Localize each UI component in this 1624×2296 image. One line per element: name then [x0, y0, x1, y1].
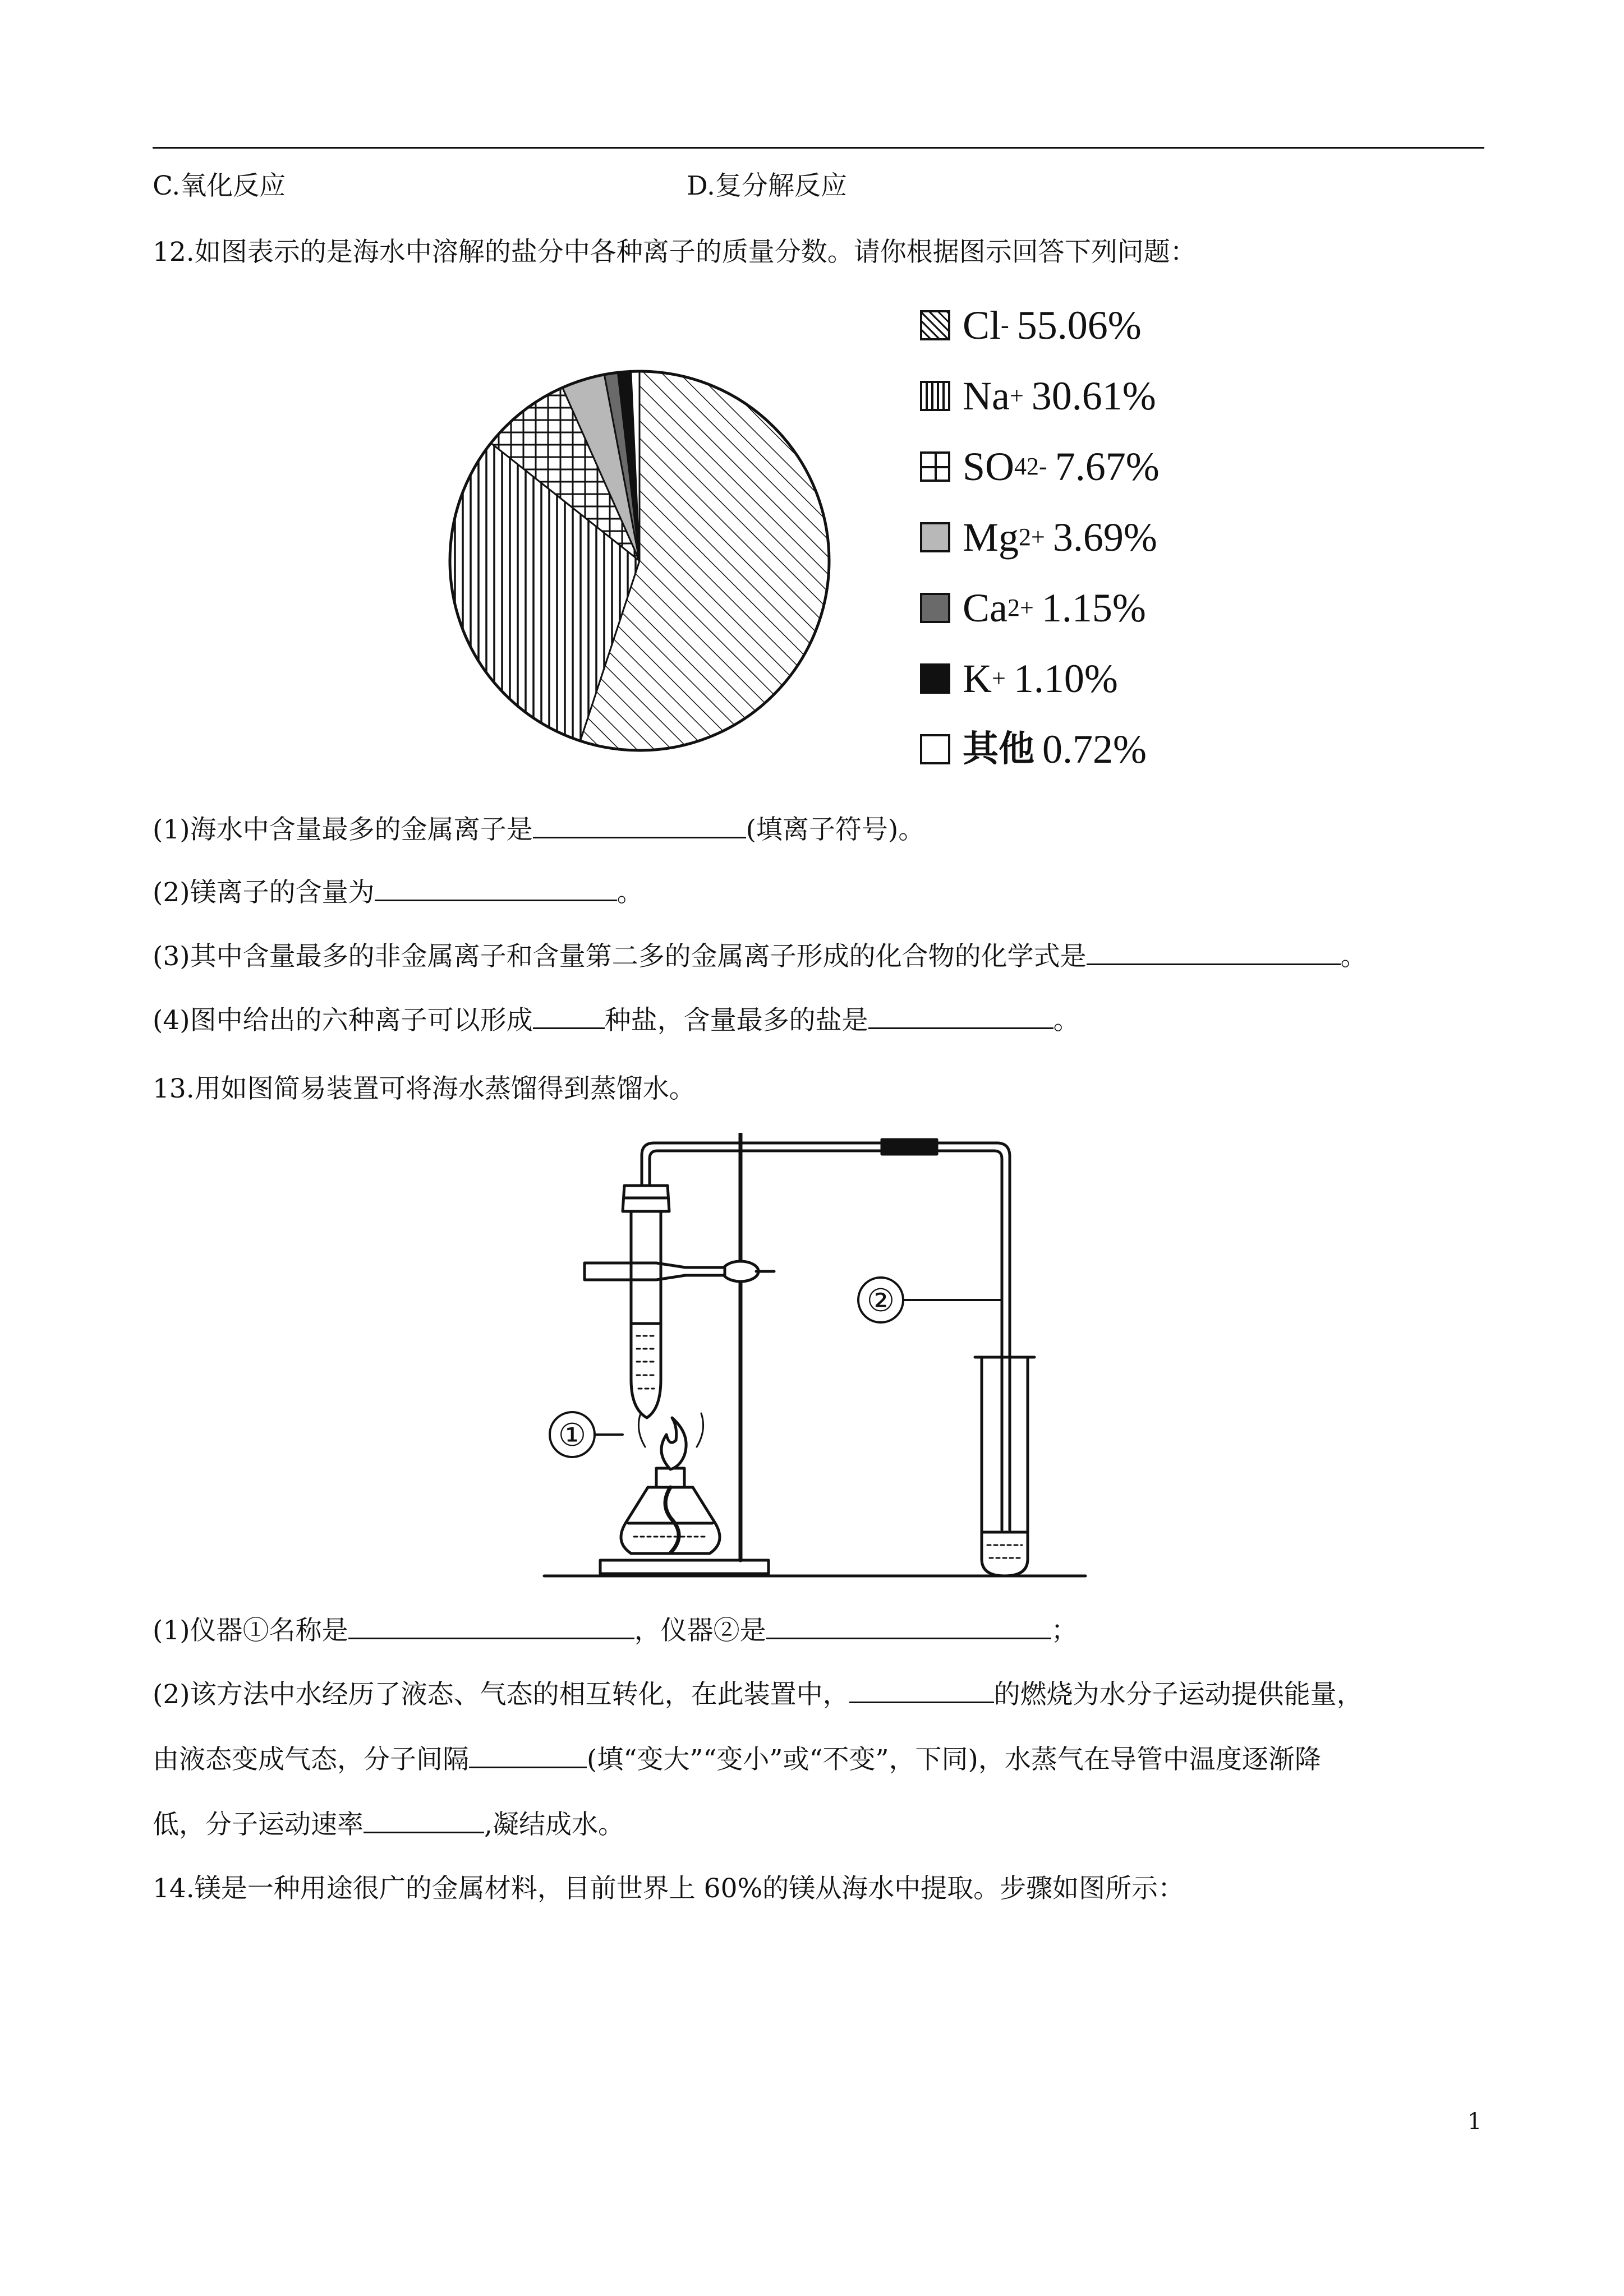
- q12-part3: [153, 939, 1367, 974]
- header-rule: [153, 147, 1484, 149]
- legend-swatch: [920, 663, 950, 694]
- q13-part2-text-1: (2)该方法中水经历了液态、气态的相互转化，在此装置中，: [153, 1679, 849, 1710]
- option-c: C.氧化反应: [153, 170, 286, 201]
- delivery-tube-outer: [642, 1143, 1010, 1530]
- q12-part2: [153, 875, 643, 910]
- legend-value: 1.10%: [1013, 656, 1118, 701]
- instrument-label-1: ①: [558, 1417, 587, 1454]
- q12-part2-text: (2)镁离子的含量为: [153, 877, 375, 908]
- rubber-connector: [882, 1140, 937, 1154]
- q12-part4-suffix: 。: [1053, 1005, 1080, 1036]
- q12-answer-blank-2[interactable]: [375, 875, 617, 901]
- legend-value: 55.06%: [1016, 303, 1142, 348]
- q13-part2-line2: [153, 1742, 1321, 1777]
- legend-item: SO 4 2- 7.67%: [920, 444, 1160, 489]
- q12-part1-text: (1)海水中含量最多的金属离子是: [153, 814, 533, 845]
- q13-stem: 13.用如图简易装置可将海水蒸馏得到蒸馏水。: [153, 1073, 696, 1104]
- clamp-boss: [723, 1261, 758, 1281]
- legend-value: 30.61%: [1031, 374, 1156, 418]
- q13-part2-text-2: 的燃烧为水分子运动提供能量，: [993, 1679, 1363, 1710]
- legend-swatch: [920, 593, 950, 623]
- q13-part2-text-4: (填“变大”“变小”或“不变”，下同)，水蒸气在导管中温度逐渐降: [587, 1744, 1321, 1775]
- instrument-label-2: ②: [866, 1283, 895, 1319]
- q14-stem: 14.镁是一种用途很广的金属材料，目前世界上 60%的镁从海水中提取。步骤如图所示：: [153, 1873, 1185, 1904]
- q12-answer-blank-5[interactable]: [868, 1003, 1053, 1029]
- q13-part2-text-3: 由液态变成气态，分子间隔: [153, 1744, 469, 1775]
- q12-answer-blank-4[interactable]: [533, 1003, 605, 1029]
- receiving-test-tube: [982, 1357, 1028, 1576]
- q12-part4-mid: 种盐，含量最多的盐是: [604, 1005, 868, 1036]
- delivery-tube-inner: [650, 1151, 1002, 1530]
- q13-answer-blank-1[interactable]: [348, 1613, 634, 1639]
- legend-swatch: [920, 381, 950, 411]
- q13-part2-text-6: ,凝结成水。: [484, 1809, 624, 1840]
- q12-part4: [153, 1003, 1080, 1038]
- boiling-water-surface-marks: [637, 1336, 655, 1389]
- lamp-neck: [656, 1468, 684, 1487]
- q12-answer-blank-1[interactable]: [533, 812, 746, 838]
- q13-answer-blank-5[interactable]: [364, 1807, 484, 1833]
- legend-item: Cl - 55.06%: [920, 303, 1160, 348]
- q12-part1-suffix: (填离子符号)。: [746, 814, 925, 845]
- q13-part1-suffix: ；: [1051, 1615, 1078, 1646]
- ion-pie-chart: [443, 365, 836, 757]
- legend-swatch: [920, 522, 950, 552]
- q12-part1: [153, 812, 924, 847]
- q13-answer-blank-3[interactable]: [849, 1677, 994, 1703]
- legend-value: 3.69%: [1052, 515, 1157, 560]
- q13-part1-mid: ，仪器②是: [634, 1615, 766, 1646]
- distillation-apparatus-diagram: [539, 1133, 1094, 1582]
- legend-ion: Ca: [963, 585, 1007, 630]
- q13-part1: [153, 1613, 1078, 1648]
- q13-answer-blank-4[interactable]: [469, 1742, 587, 1768]
- q12-part3-text: (3)其中含量最多的非金属离子和含量第二多的金属离子形成的化合物的化学式是: [153, 941, 1087, 972]
- stand-base: [600, 1560, 769, 1574]
- legend-ion: 其他: [963, 729, 1034, 770]
- q12-part3-suffix: 。: [1340, 941, 1367, 972]
- pie-legend: [920, 303, 1160, 797]
- q12-part4-text: (4)图中给出的六种离子可以形成: [153, 1005, 533, 1036]
- boiling-tube: [631, 1211, 661, 1418]
- q13-part1-text: (1)仪器①名称是: [153, 1615, 348, 1646]
- legend-item: Na + 30.61%: [920, 374, 1160, 418]
- distillate-marks: [987, 1545, 1022, 1558]
- legend-value: 7.67%: [1055, 444, 1160, 489]
- q12-part2-suffix: 。: [617, 877, 643, 908]
- legend-item: K + 1.10%: [920, 656, 1160, 701]
- legend-item: Mg 2+ 3.69%: [920, 515, 1160, 560]
- q12-stem: 12.如图表示的是海水中溶解的盐分中各种离子的质量分数。请你根据图示回答下列问题：: [153, 237, 1197, 268]
- q13-part2-line1: [153, 1677, 1363, 1712]
- legend-ion: SO: [963, 444, 1015, 489]
- legend-value: 0.72%: [1042, 727, 1147, 772]
- q12-answer-blank-3[interactable]: [1087, 939, 1341, 965]
- legend-subscript: 4: [1014, 453, 1027, 480]
- clamp-arm: [585, 1263, 725, 1280]
- legend-ion: Na: [963, 374, 1010, 418]
- legend-value: 1.15%: [1041, 585, 1146, 630]
- flame-icon: [661, 1418, 686, 1469]
- option-d: D.复分解反应: [687, 170, 847, 201]
- legend-swatch: [920, 310, 950, 340]
- q13-answer-blank-2[interactable]: [766, 1613, 1051, 1639]
- q13-part2-text-5: 低，分子运动速率: [153, 1809, 364, 1840]
- legend-item: Ca 2+ 1.15%: [920, 585, 1160, 630]
- legend-item: [920, 727, 1160, 772]
- legend-swatch: [920, 734, 950, 764]
- legend-ion: K: [963, 656, 992, 701]
- legend-swatch: [920, 451, 950, 482]
- q13-part2-line3: [153, 1807, 624, 1842]
- page-number: 1: [1467, 2109, 1482, 2134]
- legend-ion: Cl: [963, 303, 1001, 348]
- legend-ion: Mg: [963, 515, 1019, 560]
